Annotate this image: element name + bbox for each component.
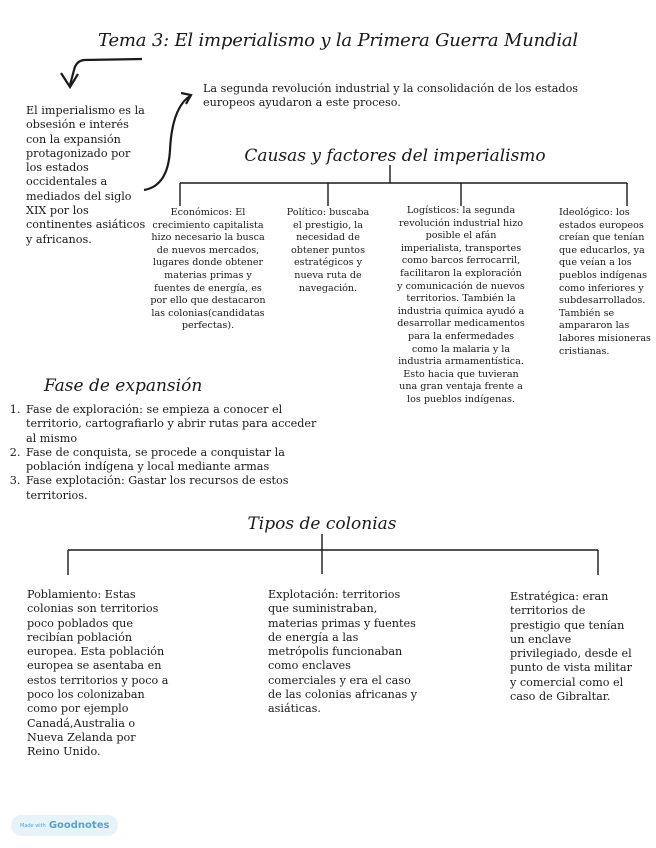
cause-political: Político: buscaba el prestigio, la necesidad de obtener puntos estratégicos y nueva ruta de navegación.: [286, 207, 370, 294]
down-arrow-icon: [70, 59, 142, 85]
colony-exploitation: Explotación: territorios que suministraban, materias primas y fuentes de energía a las metrópolis funcionaban como enclaves comerciales y era el caso de las colonias africanas y asiáticas.: [268, 588, 418, 716]
colonies-heading: Tipos de colonias: [247, 514, 397, 534]
cause-logistic: Logísticos: la segunda revolución industrial hizo posible el afán imperialista, transportes como barcos ferrocarril, facilitaron la exploración y comunicación de nuevos territorios. También la industria química ayudó a desarrollar medicamentos para la enfermedades como la malaria y la industria armamentística. Esto hacia que tuvieran una gran ventaja frente a los pueblos indígenas.: [397, 205, 525, 405]
phase-item: 1. Fase de exploración: se empieza a conocer el territorio, cartografiarlo y abrir rutas para acceder al mismo: [24, 403, 320, 446]
expansion-phases-list: [0, 403, 320, 503]
expansion-heading: Fase de expansión: [44, 376, 203, 396]
colony-strategic: Estratégica: eran territorios de prestigio que tenían un enclave privilegiado, desde el punto de vista militar y comercial como el caso de Gibraltar.: [510, 590, 632, 704]
causes-heading: Causas y factores del imperialismo: [244, 146, 546, 166]
phase-item: 2. Fase de conquista, se procede a conquistar la población indígena y local mediante armas: [24, 446, 320, 475]
colony-settlement: Poblamiento: Estas colonias son territorios poco poblados que recibían población europea. Esta población europea se asentaba en estos territorios y poco a poco los colonizaban como por ejemplo Canadá,Australia o Nueva Zelanda por Reino Unido.: [27, 588, 169, 759]
cause-ideological: Ideológico: los estados europeos creían que tenían que educarlos, ya que veían a los pueblos indígenas como inferiores y subdesarrollados. También se ampararon las labores misioneras cristianas.: [559, 207, 651, 357]
intro-text: La segunda revolución industrial y la consolidación de los estados europeos ayudaron a este proceso.: [203, 82, 579, 110]
colonies-tree: [68, 534, 598, 575]
goodnotes-logo: Goodnotes: [48, 820, 110, 831]
causes-tree: [180, 165, 627, 206]
curved-arrow-icon: [144, 96, 190, 190]
goodnotes-badge: [11, 815, 118, 836]
page-title: Tema 3: El imperialismo y la Primera Guerra Mundial: [98, 30, 578, 51]
cause-economic: Económicos: El crecimiento capitalista hizo necesario la busca de nuevos mercados, lugares donde obtener materias primas y fuentes de energía, es por ello que destacaron las colonias(candidatas perfectas).: [150, 207, 266, 332]
phase-item: 3. Fase explotación: Gastar los recursos de estos territorios.: [24, 474, 320, 503]
made-with-label: Made with: [20, 822, 46, 829]
arrow-head: [61, 73, 78, 87]
definition-text: El imperialismo es la obsesión e interés con la expansión protagonizado por los estados occidentales a mediados del siglo XIX por los continentes asiáticos y africanos.: [26, 104, 146, 246]
